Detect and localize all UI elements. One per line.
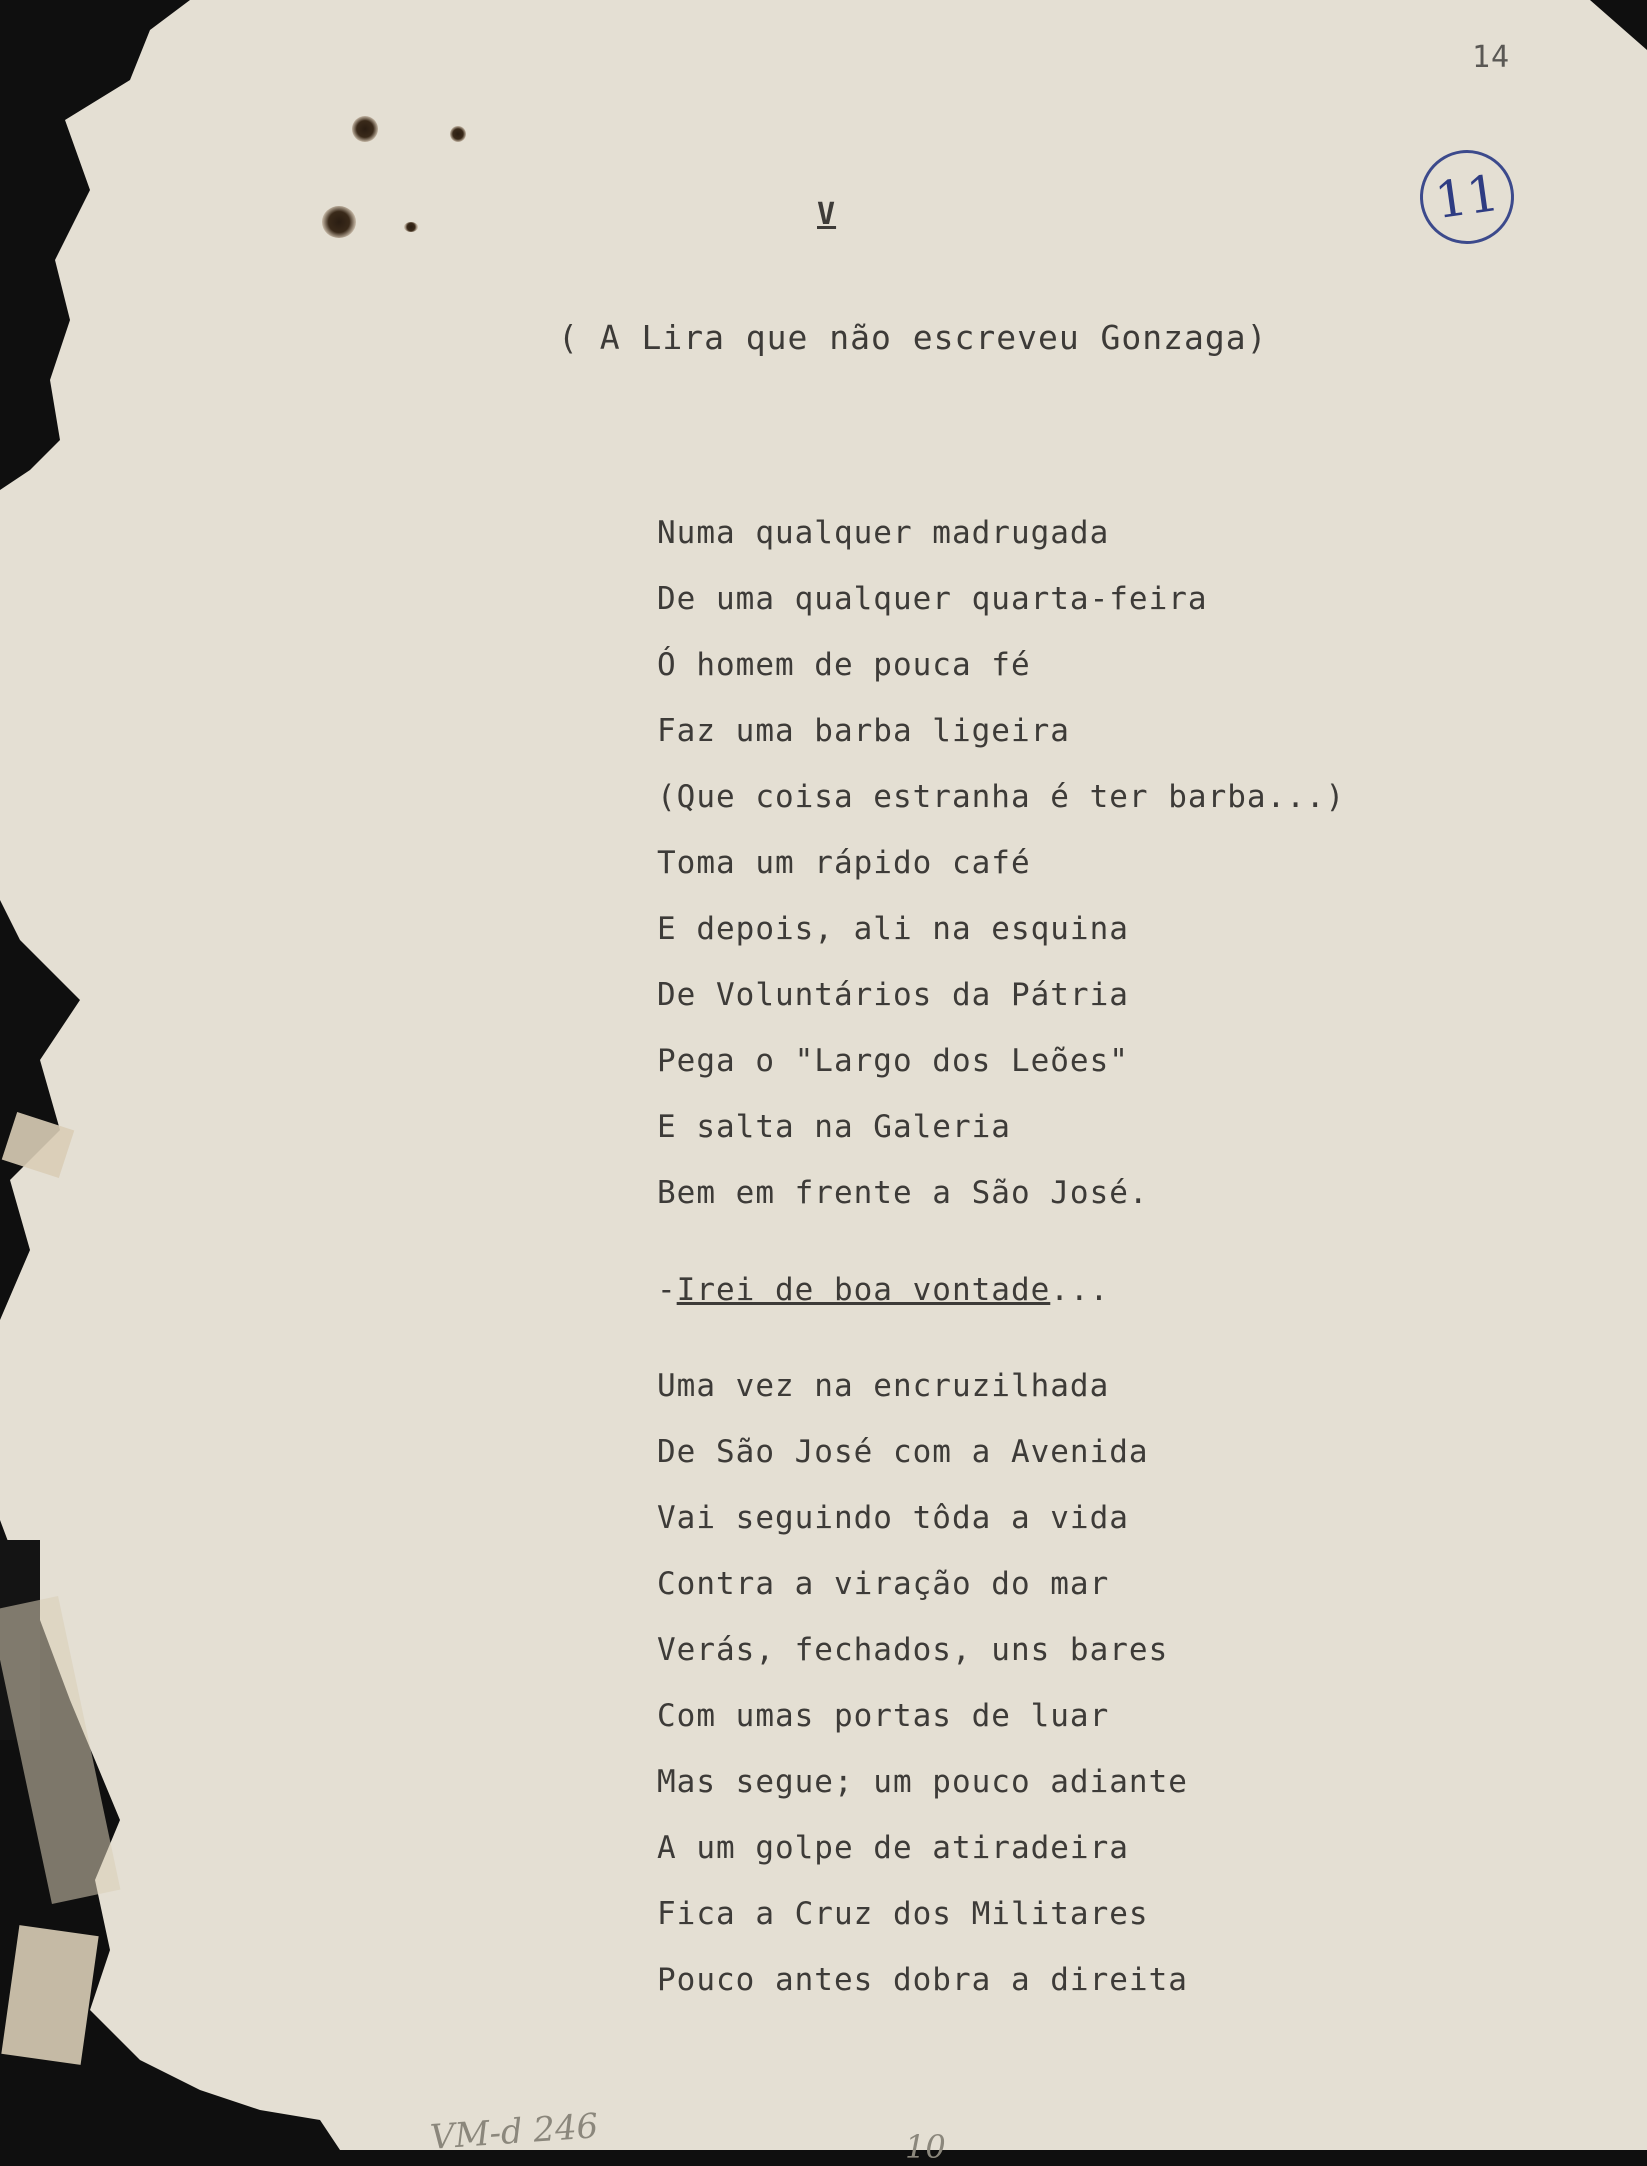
verse-line: Uma vez na encruzilhada	[657, 1368, 1110, 1404]
verse-line: Toma um rápido café	[657, 845, 1031, 881]
verse-line: Bem em frente a São José.	[657, 1175, 1149, 1211]
verse-line: De São José com a Avenida	[657, 1434, 1149, 1470]
paper-hole	[450, 126, 466, 142]
verse-line: Mas segue; um pouco adiante	[657, 1764, 1188, 1800]
paper-hole	[322, 206, 356, 238]
refrain-underlined: Irei de boa vontade	[676, 1272, 1051, 1308]
paper-hole	[352, 116, 378, 142]
refrain-dash: -	[657, 1272, 677, 1308]
verse-line: Vai seguindo tôda a vida	[657, 1500, 1129, 1536]
pencil-archive-note: VM-d 246	[428, 2106, 600, 2158]
verse-line: (Que coisa estranha é ter barba...)	[657, 779, 1346, 815]
verse-line: Faz uma barba ligeira	[657, 713, 1070, 749]
page-number: 14	[1472, 40, 1511, 75]
verse-line: Verás, fechados, uns bares	[657, 1632, 1169, 1668]
verse-line: E depois, ali na esquina	[657, 911, 1129, 947]
pencil-archive-note-2: 10	[905, 2128, 946, 2166]
verse-line: De uma qualquer quarta-feira	[657, 581, 1208, 617]
folio-number-circled: 11	[1414, 144, 1520, 250]
tape-piece	[1, 1925, 98, 2065]
verse-line: Fica a Cruz dos Militares	[657, 1896, 1149, 1932]
verse-line: De Voluntários da Pátria	[657, 977, 1129, 1013]
verse-line: Pouco antes dobra a direita	[657, 1962, 1188, 1998]
section-numeral: V	[817, 197, 837, 232]
verse-line: Ó homem de pouca fé	[657, 647, 1031, 683]
verse-line: Pega o "Largo dos Leões"	[657, 1043, 1129, 1079]
verse-line: A um golpe de atiradeira	[657, 1830, 1129, 1866]
verse-line: Numa qualquer madrugada	[657, 515, 1110, 551]
verse-line: E salta na Galeria	[657, 1109, 1011, 1145]
verse-line: Contra a viração do mar	[657, 1566, 1110, 1602]
paper-hole	[404, 222, 418, 232]
verse-line: Com umas portas de luar	[657, 1698, 1110, 1734]
refrain-line	[657, 1272, 1109, 1308]
refrain-ellipsis: ...	[1050, 1272, 1110, 1308]
poem-subtitle: ( A Lira que não escreveu Gonzaga)	[558, 318, 1268, 357]
